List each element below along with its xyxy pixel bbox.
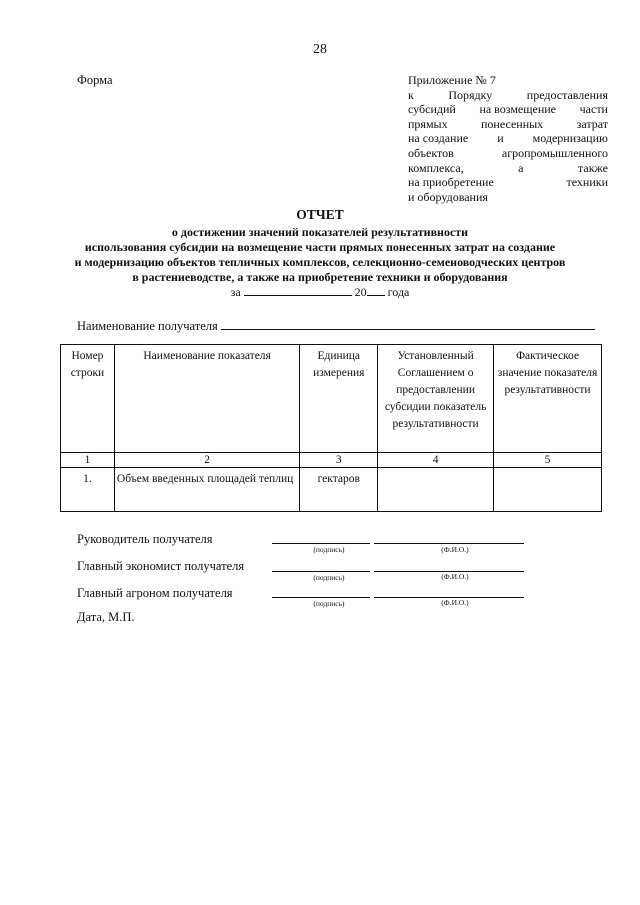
appendix-line: [408, 131, 608, 146]
appendix-word: объектов: [408, 145, 454, 160]
appendix-word: Приложение № 7: [408, 73, 496, 87]
appendix-word: комплекса,: [408, 160, 464, 175]
indicator-name-cell: Объем введенных площадей теплиц: [114, 468, 299, 512]
appendix-line: [408, 146, 608, 161]
period-suffix: года: [387, 285, 410, 299]
name-caption: (Ф.И.О.): [441, 545, 469, 554]
header-cell: Наименование показателя: [114, 345, 299, 453]
page-number: 28: [313, 42, 327, 57]
signature-label-agronomist: Главный агроном получателя: [77, 586, 233, 600]
column-number: 1: [61, 453, 115, 468]
appendix-line: [408, 161, 608, 176]
header-cell: Номер строки: [61, 345, 115, 453]
appendix-word: агропромышленного: [501, 145, 608, 160]
report-period: [0, 284, 640, 300]
report-subtitle-line: использования субсидии на возмещение части прямых понесенных затрат на создание: [84, 240, 556, 254]
table-row: [61, 468, 602, 512]
signature-label-economist: Главный экономист получателя: [77, 559, 245, 573]
appendix-word: понесенных: [481, 116, 544, 131]
appendix-word: модернизацию: [532, 131, 608, 146]
unit-cell: гектаров: [300, 468, 378, 512]
name-line[interactable]: [374, 543, 524, 544]
appendix-line: [408, 102, 608, 117]
appendix-word: предоставления: [526, 87, 608, 102]
appendix-word: и: [497, 131, 504, 146]
appendix-line: [408, 73, 608, 88]
signature-line[interactable]: [272, 571, 370, 572]
period-year-prefix: 20: [354, 285, 367, 299]
appendix-word: части: [579, 102, 608, 117]
report-title: ОТЧЕТ: [296, 207, 344, 222]
form-label: Форма: [77, 73, 113, 87]
appendix-line: [408, 88, 608, 103]
appendix-word: на возмещение: [479, 102, 556, 117]
period-year-field[interactable]: [367, 284, 385, 296]
report-subtitle-line: о достижении значений показателей результативности: [171, 225, 469, 239]
recipient-label: Наименование получателя: [77, 319, 218, 333]
header-cell: Фактическое значение показателя результативности: [494, 345, 602, 453]
recipient-field[interactable]: [221, 318, 595, 330]
signature-line[interactable]: [272, 543, 370, 544]
name-caption: (Ф.И.О.): [441, 572, 469, 581]
report-subtitle-line: и модернизацию объектов тепличных комплексов, селекционно-семеноводческих центров: [74, 255, 566, 269]
header-cell: Установленный Соглашением о предоставлении субсидии показатель результативности: [378, 345, 494, 453]
report-subtitle-line: в растениеводстве, а также на приобретение техники и оборудования: [132, 270, 508, 284]
name-caption: (Ф.И.О.): [441, 598, 469, 607]
row-number-cell: 1.: [61, 468, 115, 512]
appendix-word: Порядку: [448, 87, 493, 102]
appendix-word: техники: [566, 175, 608, 190]
appendix-word: а: [518, 160, 524, 175]
indicators-table: [60, 344, 602, 512]
signature-label-head: Руководитель получателя: [77, 532, 213, 546]
appendix-line: [408, 190, 608, 205]
table-header-row: [61, 345, 602, 453]
appendix-word: на создание: [408, 131, 469, 146]
appendix-word: к: [408, 87, 414, 102]
column-number: 4: [378, 453, 494, 468]
date-stamp-label: Дата, М.П.: [77, 610, 135, 624]
appendix-line: [408, 175, 608, 190]
column-number: 5: [494, 453, 602, 468]
appendix-word: затрат: [576, 116, 608, 131]
appendix-word: субсидий: [408, 102, 456, 117]
actual-value-cell[interactable]: [494, 468, 602, 512]
appendix-word: также: [577, 160, 608, 175]
appendix-line: [408, 117, 608, 132]
header-cell: Единица измерения: [300, 345, 378, 453]
planned-value-cell[interactable]: [378, 468, 494, 512]
appendix-block: [408, 73, 608, 204]
period-prefix: за: [230, 285, 241, 299]
column-number: 2: [114, 453, 299, 468]
recipient-row: [77, 318, 595, 334]
signature-line[interactable]: [272, 597, 370, 598]
column-numbers-row: [61, 453, 602, 468]
appendix-word: прямых: [408, 116, 448, 131]
column-number: 3: [300, 453, 378, 468]
appendix-word: и оборудования: [408, 189, 488, 204]
signature-caption: (подпись): [313, 573, 345, 582]
period-blank-field[interactable]: [244, 284, 352, 296]
signature-caption: (подпись): [313, 599, 345, 608]
appendix-word: на приобретение: [408, 175, 494, 190]
signature-caption: (подпись): [313, 545, 345, 554]
